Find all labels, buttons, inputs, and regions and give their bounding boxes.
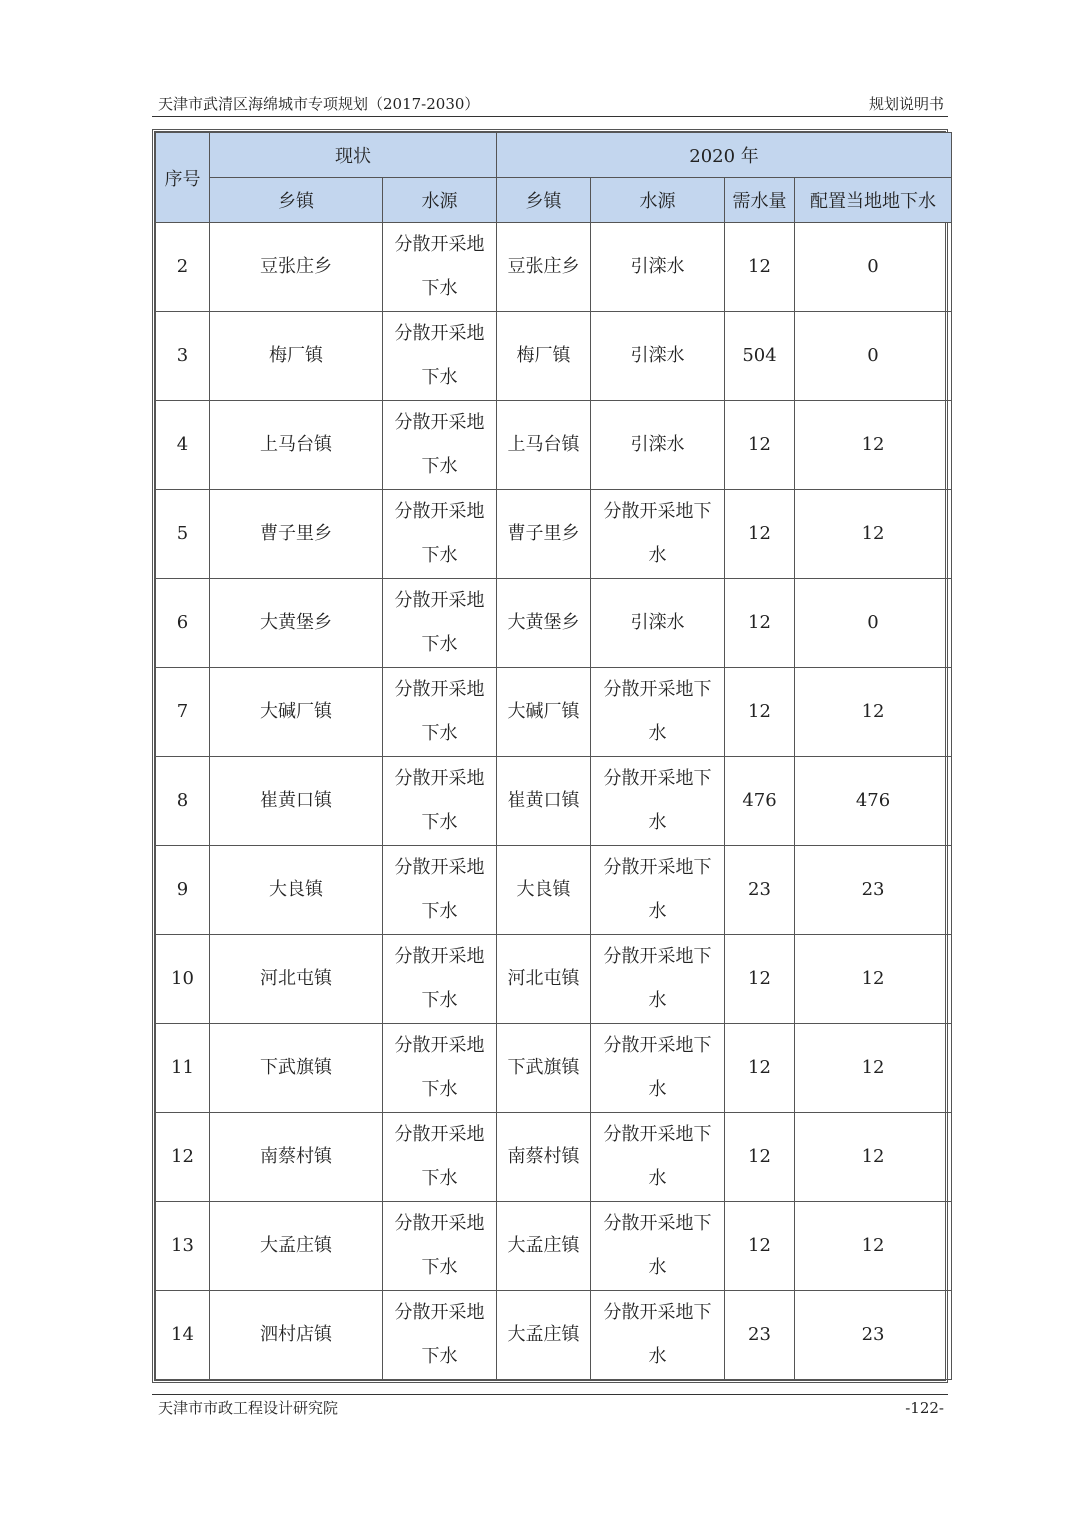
table-row xyxy=(156,312,952,401)
cell-source: 分散开采地下水 xyxy=(383,490,497,579)
cell-groundwater: 12 xyxy=(795,1024,952,1113)
table-row xyxy=(156,223,952,312)
cell-town-2020: 豆张庄乡 xyxy=(497,223,591,312)
cell-town-2020: 南蔡村镇 xyxy=(497,1113,591,1202)
cell-groundwater: 476 xyxy=(795,757,952,846)
table-row xyxy=(156,1291,952,1380)
cell-source: 分散开采地下水 xyxy=(383,757,497,846)
cell-source: 分散开采地下水 xyxy=(383,1202,497,1291)
page-footer xyxy=(152,1396,948,1420)
cell-source-2020: 分散开采地下水 xyxy=(591,490,725,579)
cell-index: 6 xyxy=(156,579,210,668)
cell-source-2020: 分散开采地下水 xyxy=(591,668,725,757)
table-row xyxy=(156,757,952,846)
cell-source-2020: 引滦水 xyxy=(591,312,725,401)
table-body xyxy=(156,223,952,1380)
cell-town: 大孟庄镇 xyxy=(210,1202,383,1291)
header-group-2020: 2020 年 xyxy=(497,133,952,178)
table-row xyxy=(156,1113,952,1202)
cell-index: 13 xyxy=(156,1202,210,1291)
cell-source: 分散开采地下水 xyxy=(383,223,497,312)
cell-source-2020: 分散开采地下水 xyxy=(591,1291,725,1380)
cell-source: 分散开采地下水 xyxy=(383,401,497,490)
cell-source: 分散开采地下水 xyxy=(383,1113,497,1202)
cell-groundwater: 12 xyxy=(795,935,952,1024)
cell-town-2020: 大良镇 xyxy=(497,846,591,935)
cell-source: 分散开采地下水 xyxy=(383,312,497,401)
water-supply-table xyxy=(155,132,952,1380)
cell-town: 梅厂镇 xyxy=(210,312,383,401)
document-title: 天津市武清区海绵城市专项规划（2017-2030） xyxy=(158,95,480,113)
cell-demand: 476 xyxy=(725,757,795,846)
cell-demand: 12 xyxy=(725,579,795,668)
cell-demand: 504 xyxy=(725,312,795,401)
cell-index: 9 xyxy=(156,846,210,935)
cell-demand: 12 xyxy=(725,490,795,579)
cell-groundwater: 0 xyxy=(795,579,952,668)
table-header xyxy=(156,133,952,223)
cell-groundwater: 0 xyxy=(795,223,952,312)
cell-groundwater: 23 xyxy=(795,846,952,935)
cell-town: 下武旗镇 xyxy=(210,1024,383,1113)
table-row xyxy=(156,846,952,935)
header-source: 水源 xyxy=(383,178,497,223)
cell-source-2020: 分散开采地下水 xyxy=(591,1024,725,1113)
cell-town: 豆张庄乡 xyxy=(210,223,383,312)
cell-source-2020: 引滦水 xyxy=(591,579,725,668)
header-index: 序号 xyxy=(156,133,210,223)
header-demand: 需水量 xyxy=(725,178,795,223)
cell-town-2020: 下武旗镇 xyxy=(497,1024,591,1113)
cell-town-2020: 崔黄口镇 xyxy=(497,757,591,846)
table-row xyxy=(156,1024,952,1113)
header-town: 乡镇 xyxy=(210,178,383,223)
cell-source: 分散开采地下水 xyxy=(383,579,497,668)
cell-town-2020: 大孟庄镇 xyxy=(497,1202,591,1291)
table-row xyxy=(156,668,952,757)
cell-demand: 12 xyxy=(725,1024,795,1113)
cell-town-2020: 大黄堡乡 xyxy=(497,579,591,668)
table-row xyxy=(156,401,952,490)
cell-town: 大良镇 xyxy=(210,846,383,935)
header-source-2020: 水源 xyxy=(591,178,725,223)
cell-town: 泗村店镇 xyxy=(210,1291,383,1380)
table-row xyxy=(156,579,952,668)
cell-town-2020: 曹子里乡 xyxy=(497,490,591,579)
footer-organization: 天津市市政工程设计研究院 xyxy=(158,1399,339,1417)
cell-source-2020: 分散开采地下水 xyxy=(591,1202,725,1291)
page-header xyxy=(152,92,948,116)
footer-divider xyxy=(152,1394,948,1395)
cell-index: 10 xyxy=(156,935,210,1024)
header-group-current: 现状 xyxy=(210,133,497,178)
cell-source-2020: 引滦水 xyxy=(591,401,725,490)
cell-index: 12 xyxy=(156,1113,210,1202)
header-town-2020: 乡镇 xyxy=(497,178,591,223)
cell-town-2020: 梅厂镇 xyxy=(497,312,591,401)
cell-index: 11 xyxy=(156,1024,210,1113)
cell-town: 崔黄口镇 xyxy=(210,757,383,846)
cell-source: 分散开采地下水 xyxy=(383,668,497,757)
cell-source: 分散开采地下水 xyxy=(383,935,497,1024)
cell-index: 7 xyxy=(156,668,210,757)
cell-town: 大黄堡乡 xyxy=(210,579,383,668)
cell-demand: 12 xyxy=(725,1113,795,1202)
cell-town: 大碱厂镇 xyxy=(210,668,383,757)
cell-town: 南蔡村镇 xyxy=(210,1113,383,1202)
cell-demand: 12 xyxy=(725,1202,795,1291)
cell-demand: 23 xyxy=(725,1291,795,1380)
cell-groundwater: 12 xyxy=(795,490,952,579)
cell-groundwater: 12 xyxy=(795,1202,952,1291)
cell-source-2020: 分散开采地下水 xyxy=(591,935,725,1024)
document-section: 规划说明书 xyxy=(868,95,944,113)
page-number: -122- xyxy=(905,1399,944,1417)
cell-groundwater: 12 xyxy=(795,1113,952,1202)
cell-groundwater: 12 xyxy=(795,668,952,757)
cell-demand: 12 xyxy=(725,935,795,1024)
cell-demand: 12 xyxy=(725,223,795,312)
cell-index: 5 xyxy=(156,490,210,579)
cell-source-2020: 分散开采地下水 xyxy=(591,846,725,935)
header-divider xyxy=(152,116,948,117)
table-row xyxy=(156,1202,952,1291)
cell-town: 河北屯镇 xyxy=(210,935,383,1024)
cell-town-2020: 河北屯镇 xyxy=(497,935,591,1024)
cell-demand: 12 xyxy=(725,401,795,490)
cell-groundwater: 12 xyxy=(795,401,952,490)
table-row xyxy=(156,935,952,1024)
cell-town: 曹子里乡 xyxy=(210,490,383,579)
cell-demand: 23 xyxy=(725,846,795,935)
water-supply-table-frame xyxy=(152,129,948,1383)
cell-source-2020: 分散开采地下水 xyxy=(591,1113,725,1202)
cell-source: 分散开采地下水 xyxy=(383,1291,497,1380)
cell-town: 上马台镇 xyxy=(210,401,383,490)
cell-source-2020: 引滦水 xyxy=(591,223,725,312)
cell-source: 分散开采地下水 xyxy=(383,1024,497,1113)
cell-source: 分散开采地下水 xyxy=(383,846,497,935)
header-groundwater: 配置当地地下水 xyxy=(795,178,952,223)
cell-source-2020: 分散开采地下水 xyxy=(591,757,725,846)
table-row xyxy=(156,490,952,579)
cell-index: 14 xyxy=(156,1291,210,1380)
cell-index: 4 xyxy=(156,401,210,490)
cell-index: 3 xyxy=(156,312,210,401)
cell-index: 2 xyxy=(156,223,210,312)
cell-groundwater: 23 xyxy=(795,1291,952,1380)
cell-groundwater: 0 xyxy=(795,312,952,401)
cell-town-2020: 大碱厂镇 xyxy=(497,668,591,757)
cell-demand: 12 xyxy=(725,668,795,757)
cell-index: 8 xyxy=(156,757,210,846)
cell-town-2020: 大孟庄镇 xyxy=(497,1291,591,1380)
cell-town-2020: 上马台镇 xyxy=(497,401,591,490)
